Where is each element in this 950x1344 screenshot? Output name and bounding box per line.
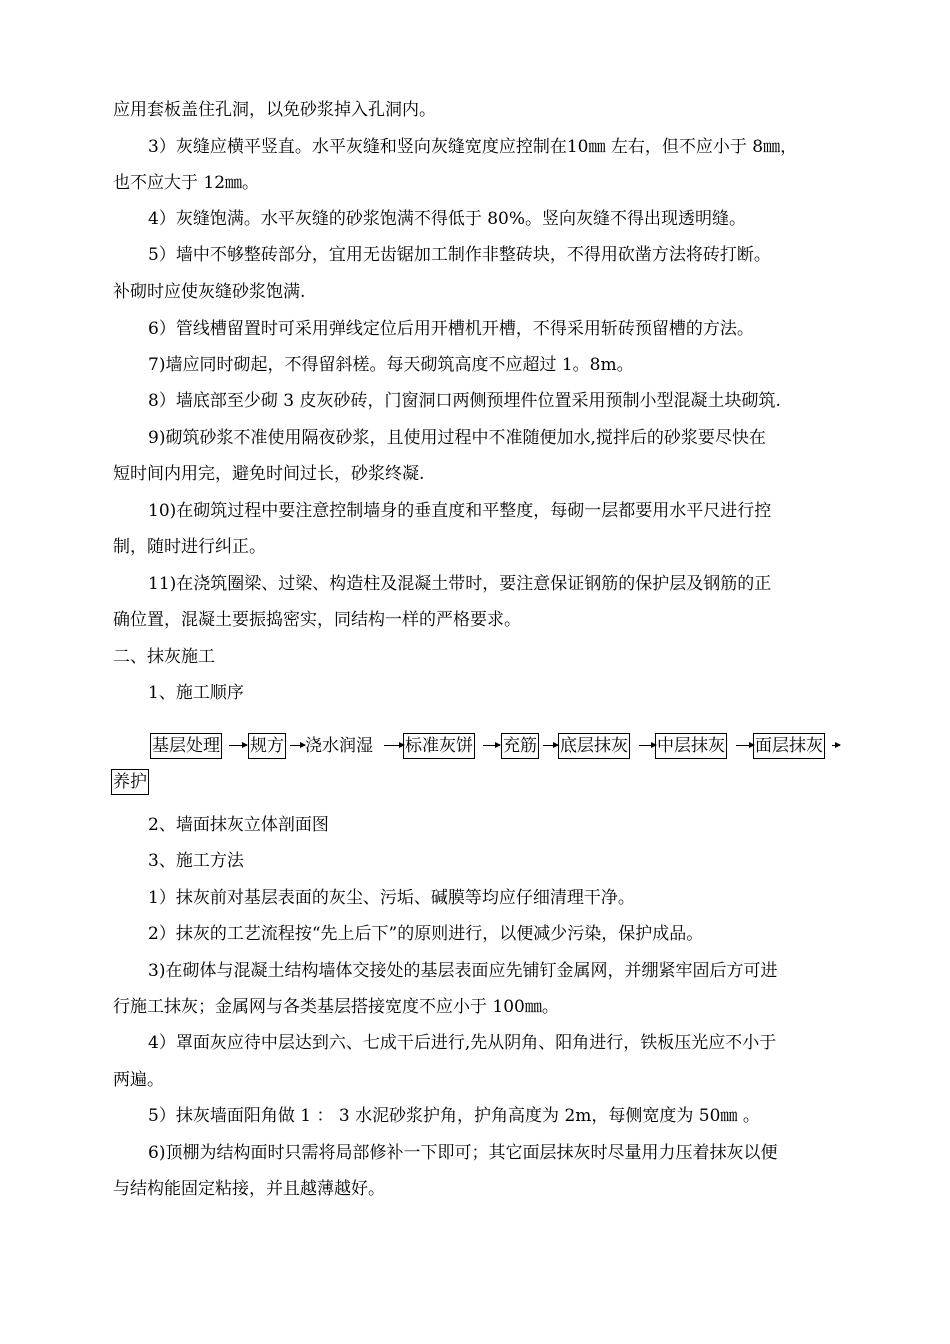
paragraph-line: 也不应大于 12㎜。: [113, 173, 260, 193]
arrow-right-icon: [639, 745, 656, 746]
paragraph-line: 短时间内用完，避免时间过长，砂浆终凝.: [113, 464, 425, 484]
flow-step: 中层抹灰: [655, 733, 727, 759]
paragraph-line: 与结构能固定粘接，并且越薄越好。: [113, 1179, 385, 1199]
flow-step: 基层处理: [150, 733, 222, 759]
paragraph-line: 5）墙中不够整砖部分，宜用无齿锯加工制作非整砖块，不得用砍凿方法将砖打断。: [148, 245, 771, 265]
flow-step: 标准灰饼: [403, 733, 475, 759]
subsection-heading: 2、墙面抹灰立体剖面图: [148, 815, 329, 835]
arrow-right-icon: [483, 745, 500, 746]
paragraph-line: 5）抹灰墙面阳角做 1 ： 3 水泥砂浆护角，护角高度为 2m，每侧宽度为 50㎜ 。: [148, 1106, 760, 1126]
paragraph-line: 6）管线槽留置时可采用弹线定位后用开槽机开槽，不得采用斩砖预留槽的方法。: [148, 319, 754, 339]
flow-step: 规方: [248, 733, 286, 759]
paragraph-line: 制，随时进行纠正。: [113, 537, 266, 557]
paragraph-line: 4）灰缝饱满。水平灰缝的砂浆饱满不得低于 80%。竖向灰缝不得出现透明缝。: [148, 209, 747, 229]
paragraph-line: 10)在砌筑过程中要注意控制墙身的垂直度和平整度，每砌一层都要用水平尺进行控: [148, 501, 772, 521]
paragraph-line: 3)在砌体与混凝土结构墙体交接处的基层表面应先铺钉金属网，并绷紧牢固后方可进: [148, 961, 778, 981]
paragraph-line: 7)墙应同时砌起，不得留斜槎。每天砌筑高度不应超过 1。8m。: [148, 355, 634, 375]
paragraph-line: 8）墙底部至少砌 3 皮灰砂砖，门窗洞口两侧预埋件位置采用预制小型混凝土块砌筑.: [148, 391, 781, 411]
arrow-right-icon: [832, 745, 840, 746]
flow-step: 浇水润湿: [305, 736, 373, 756]
subsection-heading: 3、施工方法: [148, 851, 244, 871]
paragraph-line: 9)砌筑砂浆不准使用隔夜砂浆，且使用过程中不准随便加水,搅拌后的砂浆要尽快在: [148, 428, 766, 448]
flow-step: 养护: [111, 769, 149, 795]
paragraph-line: 2）抹灰的工艺流程按“先上后下”的原则进行，以便减少污染，保护成品。: [148, 924, 704, 944]
paragraph-line: 行施工抹灰；金属网与各类基层搭接宽度不应小于 100㎜。: [113, 997, 559, 1017]
paragraph-line: 补砌时应使灰缝砂浆饱满.: [113, 282, 306, 302]
paragraph-line: 应用套板盖住孔洞，以免砂浆掉入孔洞内。: [113, 100, 436, 120]
paragraph-line: 两遍。: [113, 1070, 164, 1090]
paragraph-line: 6)顶棚为结构面时只需将局部修补一下即可；其它面层抹灰时尽量用力压着抹灰以便: [148, 1143, 778, 1163]
arrow-right-icon: [384, 745, 404, 746]
arrow-right-icon: [229, 745, 247, 746]
paragraph-line: 11)在浇筑圈梁、过梁、构造柱及混凝土带时，要注意保证钢筋的保护层及钢筋的正: [148, 574, 772, 594]
flow-step: 底层抹灰: [558, 733, 630, 759]
paragraph-line: 4）罩面灰应待中层达到六、七成干后进行,先从阴角、阳角进行，铁板压光应不小于: [148, 1033, 777, 1053]
arrow-right-icon: [543, 745, 558, 746]
section-heading: 二、抹灰施工: [113, 647, 215, 667]
paragraph-line: 确位置，混凝土要振捣密实，同结构一样的严格要求。: [113, 610, 521, 630]
paragraph-line: 1）抹灰前对基层表面的灰尘、污垢、碱膜等均应仔细清理干净。: [148, 888, 635, 908]
flow-step: 面层抹灰: [753, 733, 825, 759]
subsection-heading: 1、施工顺序: [148, 683, 244, 703]
flow-step: 充筋: [501, 733, 539, 759]
arrow-right-icon: [736, 745, 754, 746]
paragraph-line: 3）灰缝应横平竖直。水平灰缝和竖向灰缝宽度应控制在10㎜ 左右，但不应小于 8㎜，: [148, 137, 798, 157]
